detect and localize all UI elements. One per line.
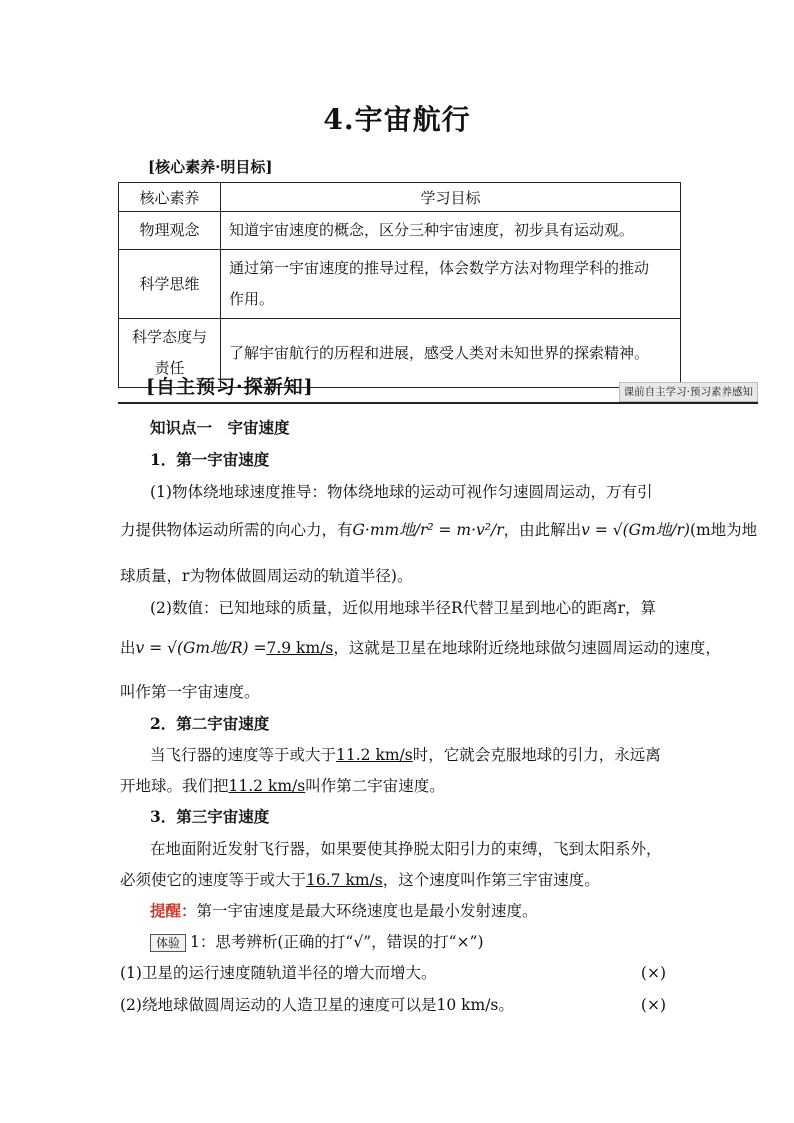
text-run: 当飞行器的速度等于或大于 [150,746,337,764]
tip-line [150,901,710,921]
paragraph-line: 叫作第一宇宙速度。 [120,683,260,701]
subheading-third-cosmic: 3．第三宇宙速度 [150,807,270,826]
name-line: 责任 [154,359,185,377]
paragraph-line: 在地面附近发射飞行器，如果要使其挣脱太阳引力的束缚，飞到太阳系外， [150,840,662,858]
quiz-item-text: (1)卫星的运行速度随轨道半径的增大而增大。 [120,964,437,982]
paragraph-line [150,745,710,765]
text-run: 开地球。我们把 [120,777,229,795]
quiz-intro-line [150,932,710,952]
subheading-first-cosmic: 1．第一宇宙速度 [150,450,270,469]
table-header-cell: 核心素养 [119,183,221,212]
text-run: ，这就是卫星在地球附近绕地球做匀速圆周运动的速度， [333,639,721,657]
formula-velocity: v = √(Gm地/r) [581,521,690,539]
table-row [119,250,681,319]
quiz-item [120,995,680,1015]
quiz-item-text: (2)绕地球做圆周运动的人造卫星的速度可以是10 km/s。 [120,996,514,1014]
formula-centripetal: G·mm地/r² = m·v²/r [352,521,504,539]
subheading-second-cosmic: 2．第二宇宙速度 [150,714,270,733]
section-tag: [核心素养·明目标] [148,158,273,176]
text-run: 时，它就会克服地球的引力，永远离 [412,746,661,764]
paragraph-line: (1)物体绕地球速度推导：物体绕地球的运动可视作匀速圆周运动，万有引 [150,483,653,501]
goals-table [118,182,681,388]
quiz-item [120,963,680,983]
value-second-cosmic: 11.2 km/s [228,777,306,795]
tip-label: 提醒： [150,901,197,920]
knowledge-point-heading: 知识点一 宇宙速度 [150,418,290,437]
quiz-item-mark: (×) [640,996,666,1014]
formula-first-speed: v = √(Gm地/R) = [135,639,267,657]
text-run: 必须使它的速度等于或大于 [120,871,307,889]
text-run: ，这个速度叫作第三宇宙速度。 [382,871,600,889]
text-run: 出 [120,639,136,657]
name-line: 科学态度与 [131,328,207,346]
quiz-item-mark: (×) [640,964,666,982]
text-run: 力提供物体运动所需的向心力，有 [120,521,353,539]
paragraph-line: (2)数值：已知地球的质量，近似用地球半径R代替卫星到地心的距离r，算 [150,599,657,617]
table-cell-goal: 知道宇宙速度的概念，区分三种宇宙速度，初步具有运动观。 [221,212,681,250]
text-run: ，由此解出 [503,521,582,539]
section-bar-tag: 课前自主学习·预习素养感知 [619,382,758,402]
paragraph-line [120,520,758,540]
value-second-cosmic: 11.2 km/s [336,746,413,764]
text-run: 叫作第二宇宙速度。 [305,777,445,795]
value-first-cosmic: 7.9 km/s [266,639,334,657]
quiz-badge: 体验 [150,934,186,952]
paragraph-line [120,870,680,890]
table-header-cell: 学习目标 [221,183,681,212]
page-title: 4.宇宙航行 [323,103,471,136]
table-cell-goal: 了解宇宙航行的历程和进展，感受人类对未知世界的探索精神。 [221,319,681,388]
table-cell-goal [221,250,681,319]
paragraph-line [120,638,721,658]
quiz-intro: 1：思考辨析(正确的打“√”，错误的打“×”) [190,933,484,951]
value-third-cosmic: 16.7 km/s [306,871,383,889]
goal-line: 通过第一宇宙速度的推导过程，体会数学方法对物理学科的推动 [229,259,650,277]
table-cell-name: 科学思维 [119,250,221,319]
paragraph-line: 球质量，r为物体做圆周运动的轨道半径)。 [120,567,413,585]
goal-line: 作用。 [229,290,275,308]
section-bar [118,372,758,404]
table-header-row [119,183,681,212]
paragraph-line [120,776,680,796]
table-row [119,212,681,250]
text-run: (m地为地 [689,521,758,539]
section-bar-title: [自主预习·探新知] [146,376,314,398]
tip-text: 第一宇宙速度是最大环绕速度也是最小发射速度。 [196,902,538,920]
table-cell-name: 物理观念 [119,212,221,250]
